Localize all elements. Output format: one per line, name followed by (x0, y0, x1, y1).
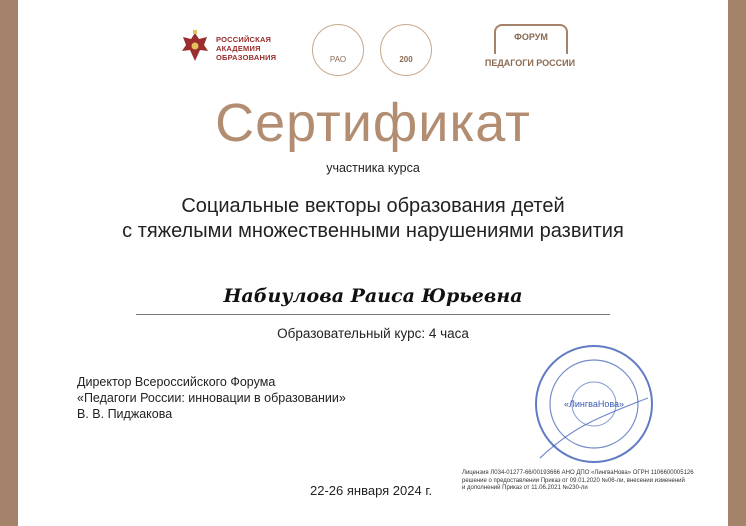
anniversary-seal (380, 24, 432, 76)
course-name (0, 194, 746, 244)
certificate-title: Сертификат (215, 93, 531, 153)
forum-logo-subtitle: ПЕДАГОГИ РОССИИ (484, 58, 576, 68)
eagle-emblem-icon (180, 29, 210, 67)
course-hours: Образовательный курс: 4 часа (277, 326, 469, 341)
license-line1: Лицензия Л034-01277-66/00193666 АНО ДПО «ЛингваНова» ОГРН 1106600005126 (462, 470, 694, 476)
director-title-line1: Директор Всероссийского Форума (77, 375, 276, 389)
certificate-date: 22-26 января 2024 г. (310, 483, 433, 498)
academy-logo (180, 26, 292, 70)
director-signature-block (77, 374, 346, 422)
recipient-underline (136, 314, 610, 315)
course-name-line1: Социальные векторы образования детей (181, 195, 565, 217)
academy-logo-line2: АКАДЕМИЯ (216, 43, 261, 53)
director-title-line2: «Педагоги России: инновации в образовании» (77, 391, 346, 405)
recipient-name: Набиулова Раиса Юрьевна (223, 285, 523, 307)
license-line2: решение о предоставлении Приказ от 09.01.2020 №06-ли, внесении изменений (462, 477, 685, 484)
organization-stamp (530, 340, 658, 468)
book-icon (494, 24, 568, 54)
forum-logo-word: ФОРУМ (514, 32, 548, 42)
course-name-line2: с тяжелыми множественными нарушениями развития (122, 220, 624, 242)
license-line3: и дополнений Приказ от 11.06.2021 №230-ли (462, 485, 588, 491)
director-name: В. В. Пиджакова (77, 407, 173, 421)
stamp-center-text: «ЛингваНова» (563, 399, 625, 409)
rao-seal-text: РАО (329, 54, 347, 64)
academy-logo-line1: РОССИЙСКАЯ (216, 34, 272, 44)
rao-seal (312, 24, 364, 76)
participant-label: участника курса (326, 161, 420, 175)
forum-logo (482, 24, 578, 74)
license-text (462, 470, 732, 493)
academy-logo-line3: ОБРАЗОВАНИЯ (216, 52, 277, 62)
anniversary-seal-text: 200 (399, 54, 413, 64)
